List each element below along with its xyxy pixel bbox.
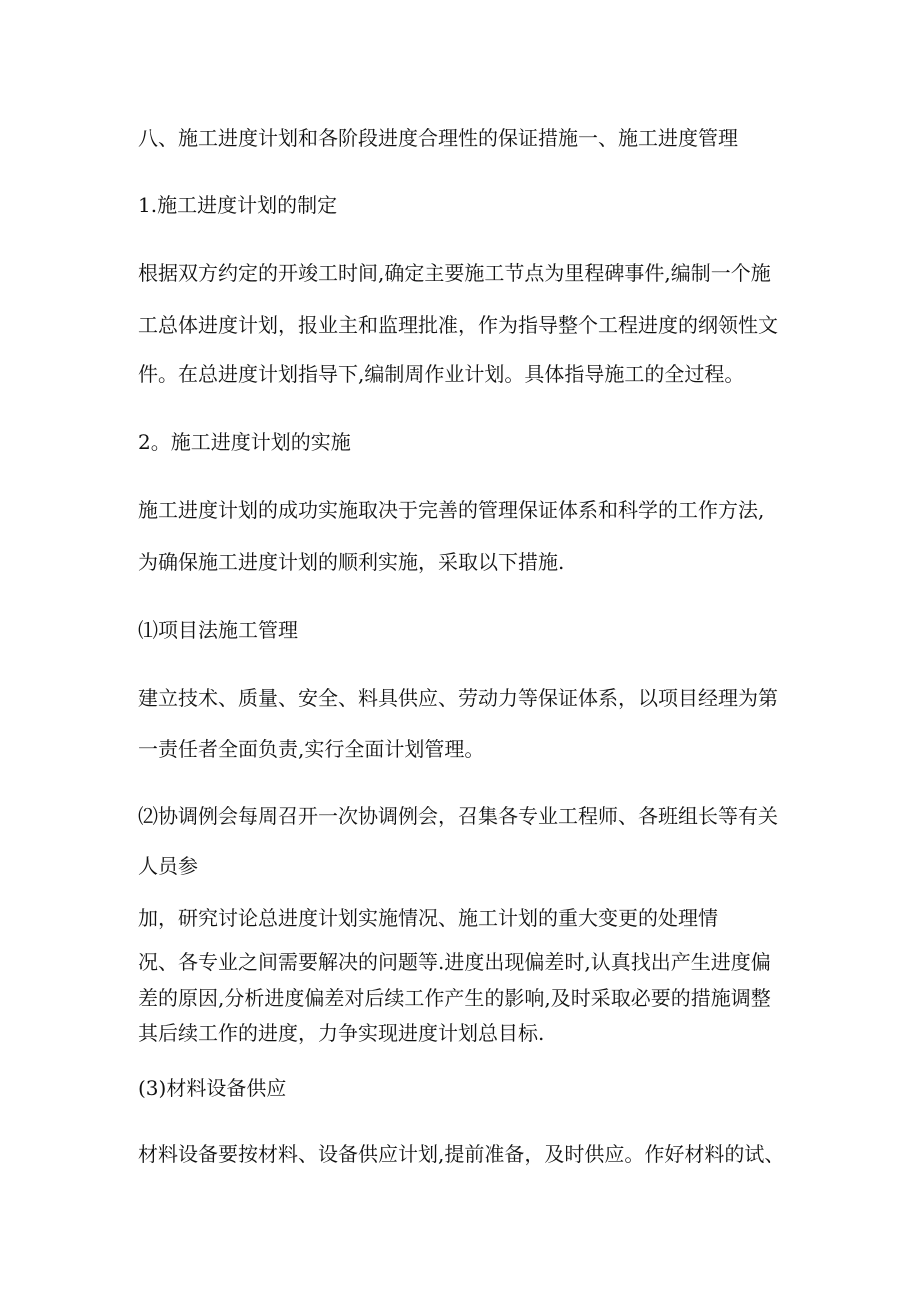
paragraph-line: 建立技术、质量、安全、料具供应、劳动力等保证体系，以项目经理为第 [138,686,778,710]
paragraph-line: 况、各专业之间需要解决的问题等.进度出现偏差时,认真找出产生进度偏 [138,950,771,974]
paragraph-line: 为确保施工进度计划的顺利实施，采取以下措施. [138,550,565,574]
subsection-title-plan-formulation: 1.施工进度计划的制定 [138,193,338,217]
measure-title-project-management: ⑴项目法施工管理 [138,618,298,642]
paragraph-line: 其后续工作的进度，力争实现进度计划总目标. [138,1021,545,1045]
paragraph-line: 材料设备要按材料、设备供应计划,提前准备，及时供应。作好材料的试、 [138,1142,785,1166]
measure-title-material-supply: (3)材料设备供应 [138,1076,287,1100]
paragraph-line: 一责任者全面负责,实行全面计划管理。 [138,737,485,761]
subsection-title-plan-implementation: 2。施工进度计划的实施 [138,430,351,454]
paragraph-line: 根据双方约定的开竣工时间,确定主要施工节点为里程碑事件,编制一个施 [138,261,771,285]
section-heading: 八、施工进度计划和各阶段进度合理性的保证措施一、施工进度管理 [138,126,738,150]
paragraph-line: 工总体进度计划，报业主和监理批准，作为指导整个工程进度的纲领性文 [138,313,778,337]
paragraph-line: 差的原因,分析进度偏差对后续工作产生的影响,及时采取必要的措施调整 [138,986,771,1010]
paragraph-line: 人员参 [138,854,198,878]
paragraph-line: 加，研究讨论总进度计划实施情况、施工计划的重大变更的处理情 [138,906,718,930]
paragraph-line: ⑵协调例会每周召开一次协调例会，召集各专业工程师、各班组长等有关 [138,804,778,828]
paragraph-line: 件。在总进度计划指导下,编制周作业计划。具体指导施工的全过程。 [138,362,745,386]
paragraph-line: 施工进度计划的成功实施取决于完善的管理保证体系和科学的工作方法, [138,498,765,522]
